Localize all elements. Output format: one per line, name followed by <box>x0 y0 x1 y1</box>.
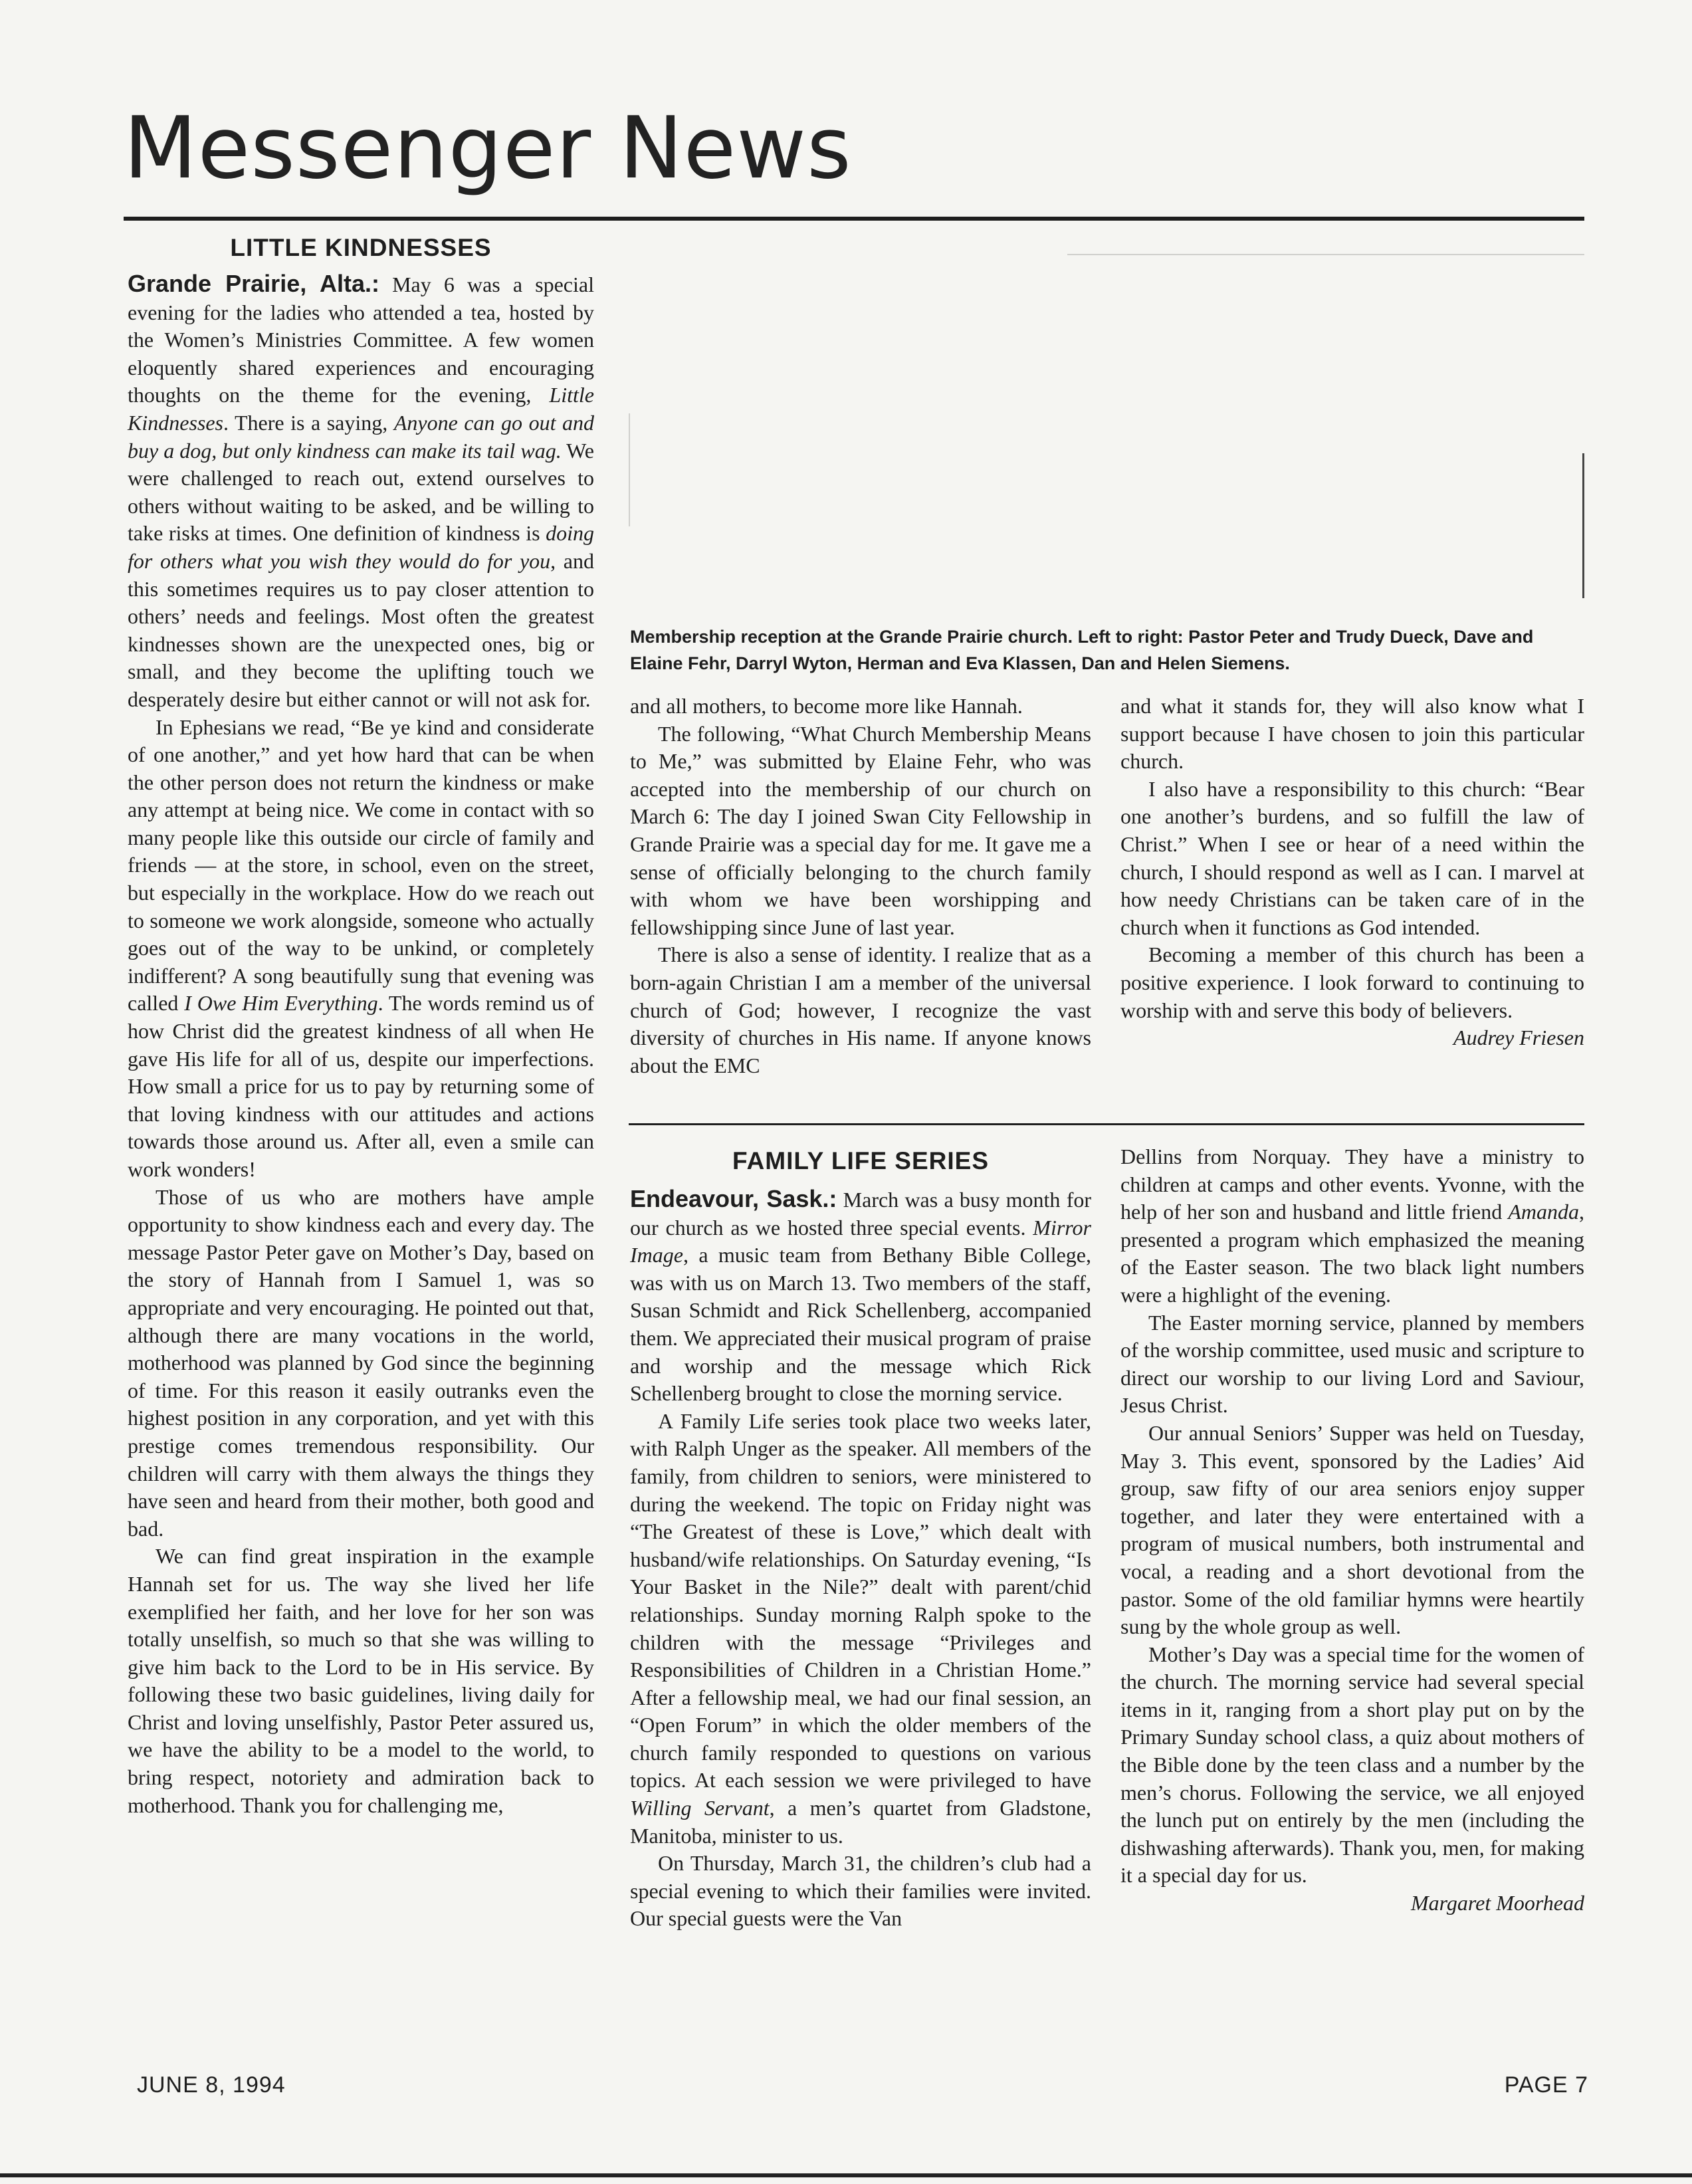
photo-frame <box>629 254 1584 600</box>
article-headline-little-kindnesses: LITTLE KINDNESSES <box>230 234 492 261</box>
paragraph: Grande Prairie, Alta.: May 6 was a special evening for the ladies who attended a tea, hosted by the Women’s Ministries Committee. A few women eloquently shared experiences and encouraging thoughts on the theme for the evening, Little Kindnesses. There is a saying, Anyone can go out and buy a dog, but only kindness can make its tail wag. We were challenged to reach out, extend ourselves to others without waiting to be asked, and be willing to take risks at times. One definition of kindness is doing for others what you wish they would do for you, and this sometimes requires us to pay closer attention to others’ needs and feelings. Most often the greatest kindnesses shown are the unexpected ones, big or small, and they become the uplifting touch we desperately desire but either cannot or will not ask for. <box>128 270 595 711</box>
photo-border-top <box>1067 254 1584 255</box>
issue-date: JUNE 8, 1994 <box>137 2072 286 2098</box>
paragraph: The Easter morning service, planned by members of the worship committee, used music and scripture to direct our worship to our living Lord and Saviour, Jesus Christ. <box>1120 1310 1584 1418</box>
paragraph: On Thursday, March 31, the children’s club had a special evening to which their families were invited. Our special guests were the Van <box>630 1851 1091 1931</box>
paragraph: and what it stands for, they will also know what I support because I have chosen to join this particular church. <box>1120 694 1584 774</box>
dateline: Endeavour, Sask.: <box>630 1185 837 1212</box>
article-column-2 <box>630 693 1091 1079</box>
photo-border-right <box>1582 453 1584 598</box>
paragraph: We can find great inspiration in the example Hannah set for us. The way she lived her life exemplified her faith, and her love for her son was totally unselfish, so much so that she was willing to give him back to the Lord to be in His service. By following these two basic guidelines, living daily for Christ and loving unselfishly, Pastor Peter assured us, we have the ability to be a model to the world, to bring respect, notoriety and admiration back to motherhood. Thank you for challenging me, <box>128 1544 594 1817</box>
paragraph: Becoming a member of this church has been a positive experience. I look forward to continuing to worship with and serve this body of believers. <box>1120 942 1584 1022</box>
paragraph: A Family Life series took place two weeks later, with Ralph Unger as the speaker. All members of the family, from children to seniors, were ministered to during the weekend. The topic on Friday night was “The Greatest of these is Love,” which dealt with husband/wife relationships. On Saturday evening, “Is Your Basket in the Nile?” dealt with parent/chid relationships. Sunday morning Ralph spoke to the children with the message “Privileges and Responsibilities of Children in a Christian Home.” After a fellowship meal, we had our final session, an “Open Forum” in which the older members of the church family responded to questions on various topics. At each session we were privileged to have Willing Servant, a men’s quartet from Gladstone, Manitoba, minister to us. <box>630 1408 1092 1848</box>
article-column-4 <box>630 1185 1091 1933</box>
paragraph: In Ephesians we read, “Be ye kind and considerate of one another,” and yet how hard that can be when the other person does not return the kindness or make any attempt at being nice. We come in contact with so many people like this outside our circle of family and friends — at the store, in school, even on the street, but especially in the workplace. How do we reach out to someone we work alongside, someone who actually goes out of the way to be unkind, or completely indifferent? A song beautifully sung that evening was called I Owe Him Everything. The words remind us of how Christ did the greatest kindness of all when He gave His life for all of us, despite our imperfections. How small a price for us to pay by returning some of that loving kindness with our attitudes and actions towards those around us. After all, even a smile can work wonders! <box>128 714 595 1181</box>
masthead-rule <box>124 217 1584 221</box>
article-column-5 <box>1120 1143 1584 1917</box>
masthead-title: Messenger News <box>124 99 852 198</box>
page-number: PAGE 7 <box>1504 2072 1588 2098</box>
paragraph: Endeavour, Sask.: March was a busy month for our church as we hosted three special events. Mirror Image, a music team from Bethany Bible College, was with us on March 13. Two members of the staff, Susan Schmidt and Rick Schellenberg, accompanied them. We appreciated their musical program of praise and worship and the message which Rick Schellenberg brought to close the morning service. <box>630 1185 1092 1406</box>
paragraph: Those of us who are mothers have ample opportunity to show kindness each and every day. The message Pastor Peter gave on Mother’s Day, based on the story of Hannah from I Samuel 1, was so appropriate and very encouraging. He pointed out that, although there are many vocations in the world, motherhood was planned by God since the beginning of time. For this reason it easily outranks even the highest position in any corporation, and yet with this prestige comes tremendous responsibility. Our children will carry with them always the things they have seen and heard from their mother, both good and bad. <box>128 1184 594 1541</box>
author-signature: Audrey Friesen <box>1453 1026 1584 1050</box>
dateline: Grande Prairie, Alta.: <box>128 270 379 297</box>
paragraph: The following, “What Church Membership Means to Me,” was submitted by Elaine Fehr, who was accepted into the membership of our church on March 6: The day I joined Swan City Fellowship in Grande Prairie was a special day for me. It gave me a sense of officially belonging to the church family with whom we have been worshipping and fellowshipping since June of last year. <box>630 721 1091 939</box>
article-headline-family-life-series: FAMILY LIFE SERIES <box>732 1147 990 1174</box>
article-column-3 <box>1120 693 1584 1052</box>
author-signature: Margaret Moorhead <box>1410 1891 1584 1915</box>
paragraph: and all mothers, to become more like Hannah. <box>630 694 1023 718</box>
paragraph: Mother’s Day was a special time for the women of the church. The morning service had several special items in it, ranging from a short play put on by the Primary Sunday school class, a quiz about mothers of the Bible done by the teen class and a number by the men’s chorus. Following the service, we all enjoyed the lunch put on entirely by the men (including the dishwashing afterwards). Thank you, men, for making it a special day for us. <box>1120 1642 1584 1888</box>
article-column-1 <box>128 270 594 1819</box>
paragraph: Dellins from Norquay. They have a ministry to children at camps and other events. Yvonne, with the help of her son and husband and little friend Amanda, presented a program which emphasized the meaning of the Easter season. The two black light numbers were a highlight of the evening. <box>1120 1145 1584 1307</box>
photo-border-left <box>629 413 630 526</box>
photo-caption: Membership reception at the Grande Prairie church. Left to right: Pastor Peter and Trudy Dueck, Dave and Elaine Fehr, Darryl Wyton, Herman and Eva Klassen, Dan and Helen Siemens. <box>630 627 1534 673</box>
section-divider <box>629 1123 1584 1125</box>
paragraph: There is also a sense of identity. I realize that as a born-again Christian I am a member of the universal church of God; however, I recognize the vast diversity of churches in His name. If anyone knows about the EMC <box>630 942 1091 1077</box>
paragraph: I also have a responsibility to this church: “Bear one another’s burdens, and so fulfill the law of Christ.” When I see or hear of a need within the church, I should respond as well as I can. I marvel at how needy Christians can be taken care of in the church when it functions as God intended. <box>1120 776 1584 939</box>
paragraph: Our annual Seniors’ Supper was held on Tuesday, May 3. This event, sponsored by the Ladies’ Aid group, saw fifty of our area seniors enjoy supper together, and later they were entertained with a program of musical numbers, both instrumental and vocal, a reading and a short devotional from the pastor. Some of the old familiar hymns were heartily sung by the whole group as well. <box>1120 1420 1584 1639</box>
bottom-rule <box>0 2173 1692 2177</box>
